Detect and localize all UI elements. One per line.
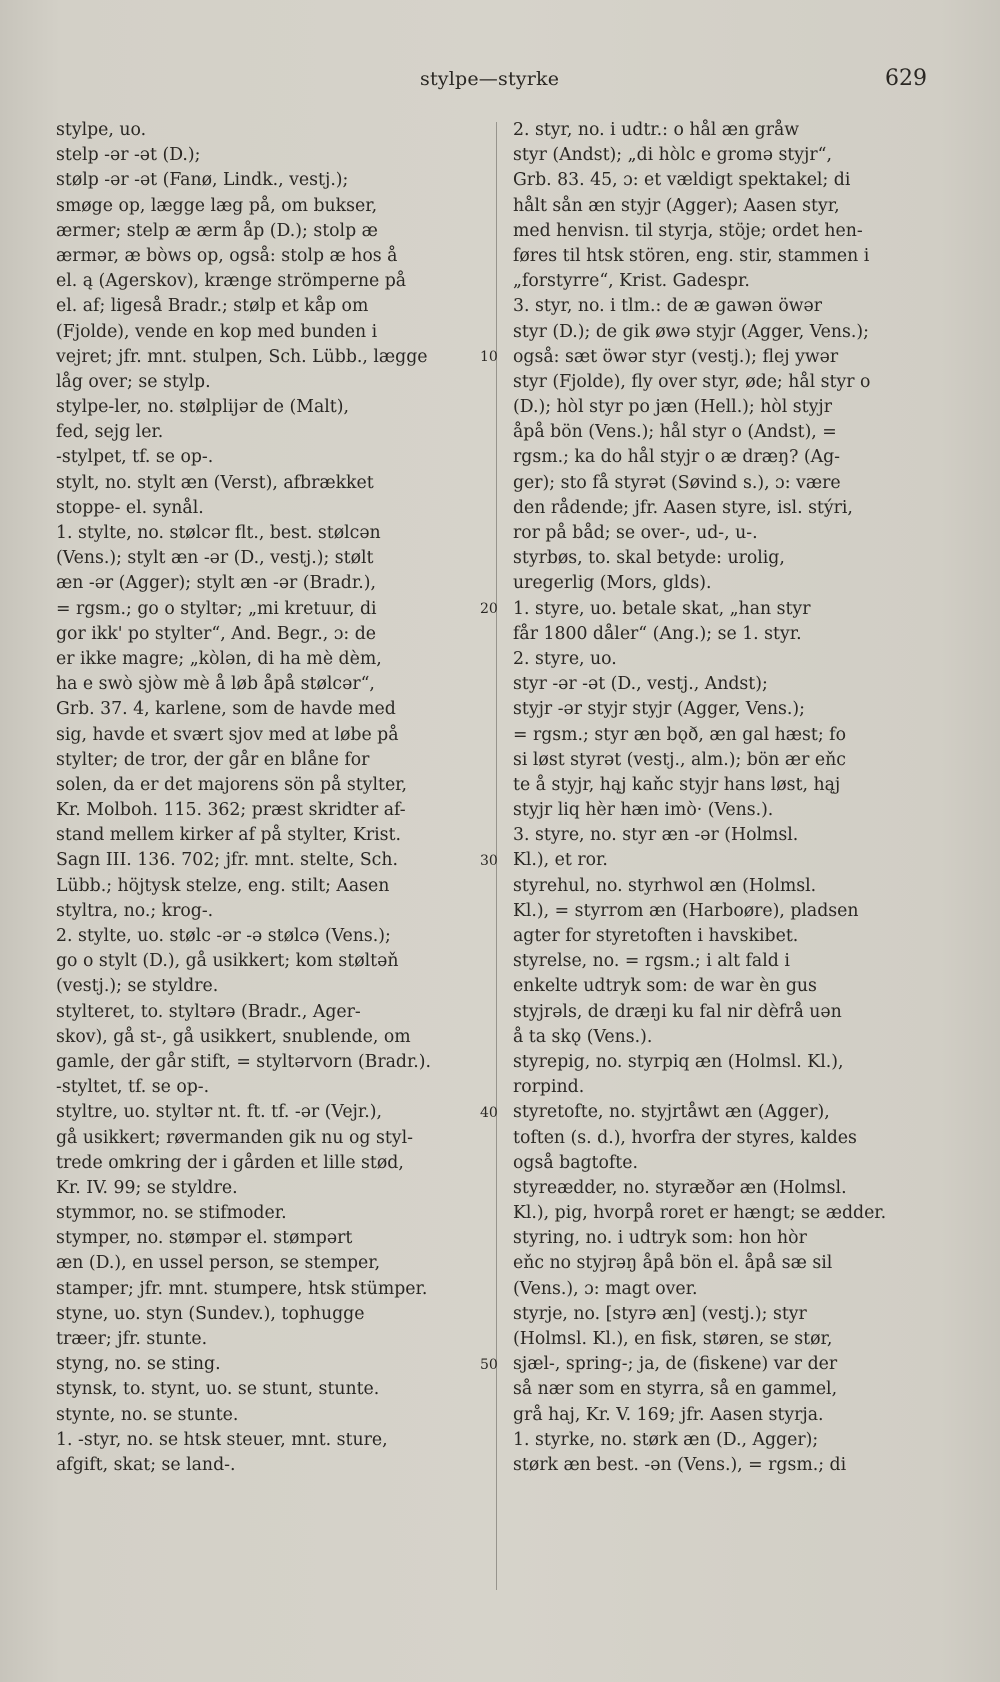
text-line: stylteret, to. styltərə (Bradr., Ager-	[56, 1001, 361, 1022]
text-line: Kl.), = styrrom æn (Harboøre), pladsen	[513, 900, 859, 921]
text-line: styring, no. i udtryk som: hon hòr	[513, 1228, 807, 1249]
text-line: med henvisn. til styrja, stöje; ordet hen-	[513, 220, 863, 241]
text-line: æn (D.), en ussel person, se stemper,	[56, 1253, 381, 1274]
text-line: -styltet, tf. se op-.	[56, 1077, 210, 1098]
text-line: 1. styre, uo. betale skat, „han styr	[513, 598, 811, 619]
text-line: stynte, no. se stunte.	[56, 1404, 239, 1425]
text-line: agter for styretoften i havskibet.	[513, 926, 799, 946]
text-line: ger); sto få styrət (Søvind s.), ɔ: være	[513, 472, 841, 493]
text-line: størk æn best. -ən (Vens.), = rgsm.; di	[513, 1454, 847, 1475]
text-line: Sagn III. 136. 702; jfr. mnt. stelte, Sch.	[56, 850, 398, 871]
text-line: ha e swò sjòw mè å løb åpå stølcər“,	[56, 674, 375, 695]
text-line: styjr -ər styjr styjr (Agger, Vens.);	[513, 699, 805, 720]
text-line: 1. stylte, no. stølcər flt., best. stølcən	[56, 523, 381, 543]
text-line: styr (D.); de gik øwə styjr (Agger, Vens.);	[513, 321, 869, 342]
text-line: styrelse, no. = rgsm.; i alt fald i	[513, 951, 790, 972]
running-title: stylpe—styrke	[420, 68, 560, 90]
text-line: smøge op, lægge læg på, om bukser,	[56, 195, 378, 216]
text-line: styng, no. se sting.	[56, 1354, 221, 1375]
text-line: eňc no styjrəŋ åpå bön el. åpå sæ sil	[513, 1253, 833, 1274]
text-line: hålt sån æn styjr (Agger); Aasen styr,	[513, 195, 840, 216]
text-line: (vestj.); se styldre.	[56, 976, 219, 997]
text-line: åpå bön (Vens.); hål styr o (Andst), =	[513, 422, 837, 443]
text-line: stylpe, uo.	[56, 120, 147, 140]
text-line: rorpind.	[513, 1077, 585, 1098]
text-line: stylter; de tror, der går en blåne for	[56, 749, 370, 770]
text-line: si løst styrət (vestj., alm.); bön ær eňc	[513, 749, 846, 770]
text-line: 2. styre, uo.	[513, 648, 617, 669]
text-line: grå haj, Kr. V. 169; jfr. Aasen styrja.	[513, 1404, 824, 1425]
text-line: = rgsm.; go o styltər; „mi kretuur, di	[56, 598, 377, 619]
text-line: 2. styr, no. i udtr.: o hål æn gråw	[513, 120, 800, 140]
text-line: styltra, no.; krog-.	[56, 900, 214, 921]
text-line: å ta skǫ (Vens.).	[513, 1026, 653, 1047]
text-line: styjr liq hèr hæn imò· (Vens.).	[513, 800, 774, 821]
text-line: Lübb.; höjtysk stelze, eng. stilt; Aasen	[56, 875, 390, 896]
text-line: stamper; jfr. mnt. stumpere, htsk stümper.	[56, 1278, 428, 1299]
text-line: 3. styr, no. i tlm.: de æ gawən öwər	[513, 296, 823, 317]
text-line: styretofte, no. styjrtåwt æn (Agger),	[513, 1102, 830, 1123]
text-line: trede omkring der i gården et lille stød,	[56, 1152, 404, 1173]
text-line: enkelte udtryk som: de war èn gus	[513, 976, 817, 997]
margin-line-number: 40	[480, 1104, 498, 1121]
page-number: 629	[885, 66, 927, 91]
text-line: stynsk, to. stynt, uo. se stunt, stunte.	[56, 1379, 380, 1400]
text-line: stylt, no. stylt æn (Verst), afbrækket	[56, 472, 374, 493]
text-line: 1. styrke, no. størk æn (D., Agger);	[513, 1429, 819, 1450]
margin-line-number: 30	[480, 852, 498, 869]
text-line: afgift, skat; se land-.	[56, 1454, 236, 1475]
text-line: Kr. IV. 99; se styldre.	[56, 1177, 238, 1198]
text-line: træer; jfr. stunte.	[56, 1329, 208, 1349]
text-line: toften (s. d.), hvorfra der styres, kaldes	[513, 1127, 857, 1148]
margin-line-number: 10	[480, 348, 498, 365]
right-column	[513, 118, 937, 1478]
text-line: stymper, no. stømpər el. stømpərt	[56, 1228, 353, 1249]
text-line: Grb. 37. 4, karlene, som de havde med	[56, 699, 396, 720]
text-line: Kl.), pig, hvorpå roret er hængt; se ædder.	[513, 1203, 887, 1224]
text-line: Grb. 83. 45, ɔ: et vældigt spektakel; di	[513, 170, 851, 191]
text-line: Kl.), et ror.	[513, 850, 608, 871]
text-line: også: sæt öwər styr (vestj.); flej ywər	[513, 346, 839, 367]
text-line: (Vens.), ɔ: magt over.	[513, 1278, 698, 1299]
text-line: gor ikk' po stylter“, And. Begr., ɔ: de	[56, 623, 377, 644]
text-line: styrje, no. [styrə æn] (vestj.); styr	[513, 1303, 807, 1324]
text-line: stand mellem kirker af på stylter, Krist.	[56, 825, 401, 846]
text-line: ærmer; stelp æ ærm åp (D.); stolp æ	[56, 220, 378, 241]
text-line: sig, havde et svært sjov med at løbe på	[56, 724, 399, 745]
text-line: 3. styre, no. styr æn -ər (Holmsl.	[513, 825, 799, 846]
text-line: (Holmsl. Kl.), en fisk, støren, se stør,	[513, 1329, 833, 1349]
text-line: ror på båd; se over-, ud-, u-.	[513, 523, 758, 543]
text-line: æn -ər (Agger); stylt æn -ər (Bradr.),	[56, 573, 376, 594]
text-line: låg over; se stylp.	[56, 371, 211, 392]
text-line: = rgsm.; styr æn bǫð, æn gal hæst; fo	[513, 724, 846, 745]
text-line: stymmor, no. se stifmoder.	[56, 1203, 287, 1224]
text-line: -stylpet, tf. se op-.	[56, 447, 214, 468]
text-line: er ikke magre; „kòlən, di ha mè dèm,	[56, 648, 382, 669]
text-line: føres til htsk stören, eng. stir, stammen i	[513, 245, 870, 266]
text-line: styreædder, no. styræðər æn (Holmsl.	[513, 1177, 847, 1198]
page-header	[0, 64, 1000, 98]
text-line: gå usikkert; røvermanden gik nu og styl-	[56, 1127, 413, 1148]
margin-line-number: 50	[480, 1356, 498, 1373]
left-column	[56, 118, 474, 1478]
text-line: stelp -ər -ət (D.);	[56, 145, 201, 166]
text-line: el. af; ligeså Bradr.; stølp et kåp om	[56, 296, 369, 317]
text-line: solen, da er det majorens sön på stylter,	[56, 774, 408, 795]
text-line: styr -ər -ət (D., vestj., Andst);	[513, 674, 768, 695]
text-line: så nær som en styrra, så en gammel,	[513, 1379, 838, 1400]
text-line: styjrəls, de dræŋi ku fal nir dèfrå uən	[513, 1001, 842, 1022]
text-line: får 1800 dåler“ (Ang.); se 1. styr.	[513, 623, 802, 644]
text-line: (Fjolde), vende en kop med bunden i	[56, 321, 378, 342]
text-line: styrepig, no. styrpiq æn (Holmsl. Kl.),	[513, 1051, 844, 1072]
text-line: styr (Andst); „di hòlc e gromə styjr“,	[513, 145, 832, 166]
text-line: den rådende; jfr. Aasen styre, isl. stýri,	[513, 497, 853, 518]
text-line: styr (Fjolde), fly over styr, øde; hål styr o	[513, 371, 871, 392]
text-line: (D.); hòl styr po jæn (Hell.); hòl styjr	[513, 397, 832, 418]
margin-line-number: 20	[480, 600, 498, 617]
text-line: ærmər, æ bòws op, også: stolp æ hos å	[56, 245, 398, 266]
text-line: (Vens.); stylt æn -ər (D., vestj.); stølt	[56, 548, 374, 569]
text-line: styrbøs, to. skal betyde: urolig,	[513, 548, 785, 569]
text-line: stølp -ər -ət (Fanø, Lindk., vestj.);	[56, 170, 349, 191]
text-line: stoppe- el. synål.	[56, 497, 204, 518]
text-line: fed, sejg ler.	[56, 422, 164, 443]
text-line: 2. stylte, uo. stølc -ər -ə stølcə (Vens.);	[56, 926, 391, 946]
text-line: sjæl-, spring-; ja, de (fiskene) var der	[513, 1354, 838, 1375]
text-line: styrehul, no. styrhwol æn (Holmsl.	[513, 875, 817, 896]
text-line: te å styjr, hąj kaňc styjr hans løst, hąj	[513, 774, 841, 795]
text-line: stylpe-ler, no. stølplijər de (Malt),	[56, 397, 349, 418]
text-line: uregerlig (Mors, glds).	[513, 573, 712, 594]
text-line: el. ą (Agerskov), krænge strömperne på	[56, 271, 407, 292]
text-line: styne, uo. styn (Sundev.), tophugge	[56, 1303, 365, 1324]
text-line: go o stylt (D.), gå usikkert; kom støltəň	[56, 951, 399, 972]
text-line: 1. -styr, no. se htsk steuer, mnt. sture,	[56, 1429, 388, 1450]
text-line: styltre, uo. styltər nt. ft. tf. -ər (Vejr.),	[56, 1102, 382, 1123]
text-line: gamle, der går stift, = styltərvorn (Bradr.).	[56, 1051, 432, 1072]
text-line: rgsm.; ka do hål styjr o æ dræŋ? (Ag-	[513, 447, 840, 468]
text-line: også bagtofte.	[513, 1152, 638, 1173]
text-line: Kr. Molboh. 115. 362; præst skridter af-	[56, 800, 406, 821]
text-line: skov), gå st-, gå usikkert, snublende, om	[56, 1026, 411, 1047]
text-line: vejret; jfr. mnt. stulpen, Sch. Lübb., lægge	[56, 346, 428, 367]
text-line: „forstyrre“, Krist. Gadespr.	[513, 271, 750, 292]
